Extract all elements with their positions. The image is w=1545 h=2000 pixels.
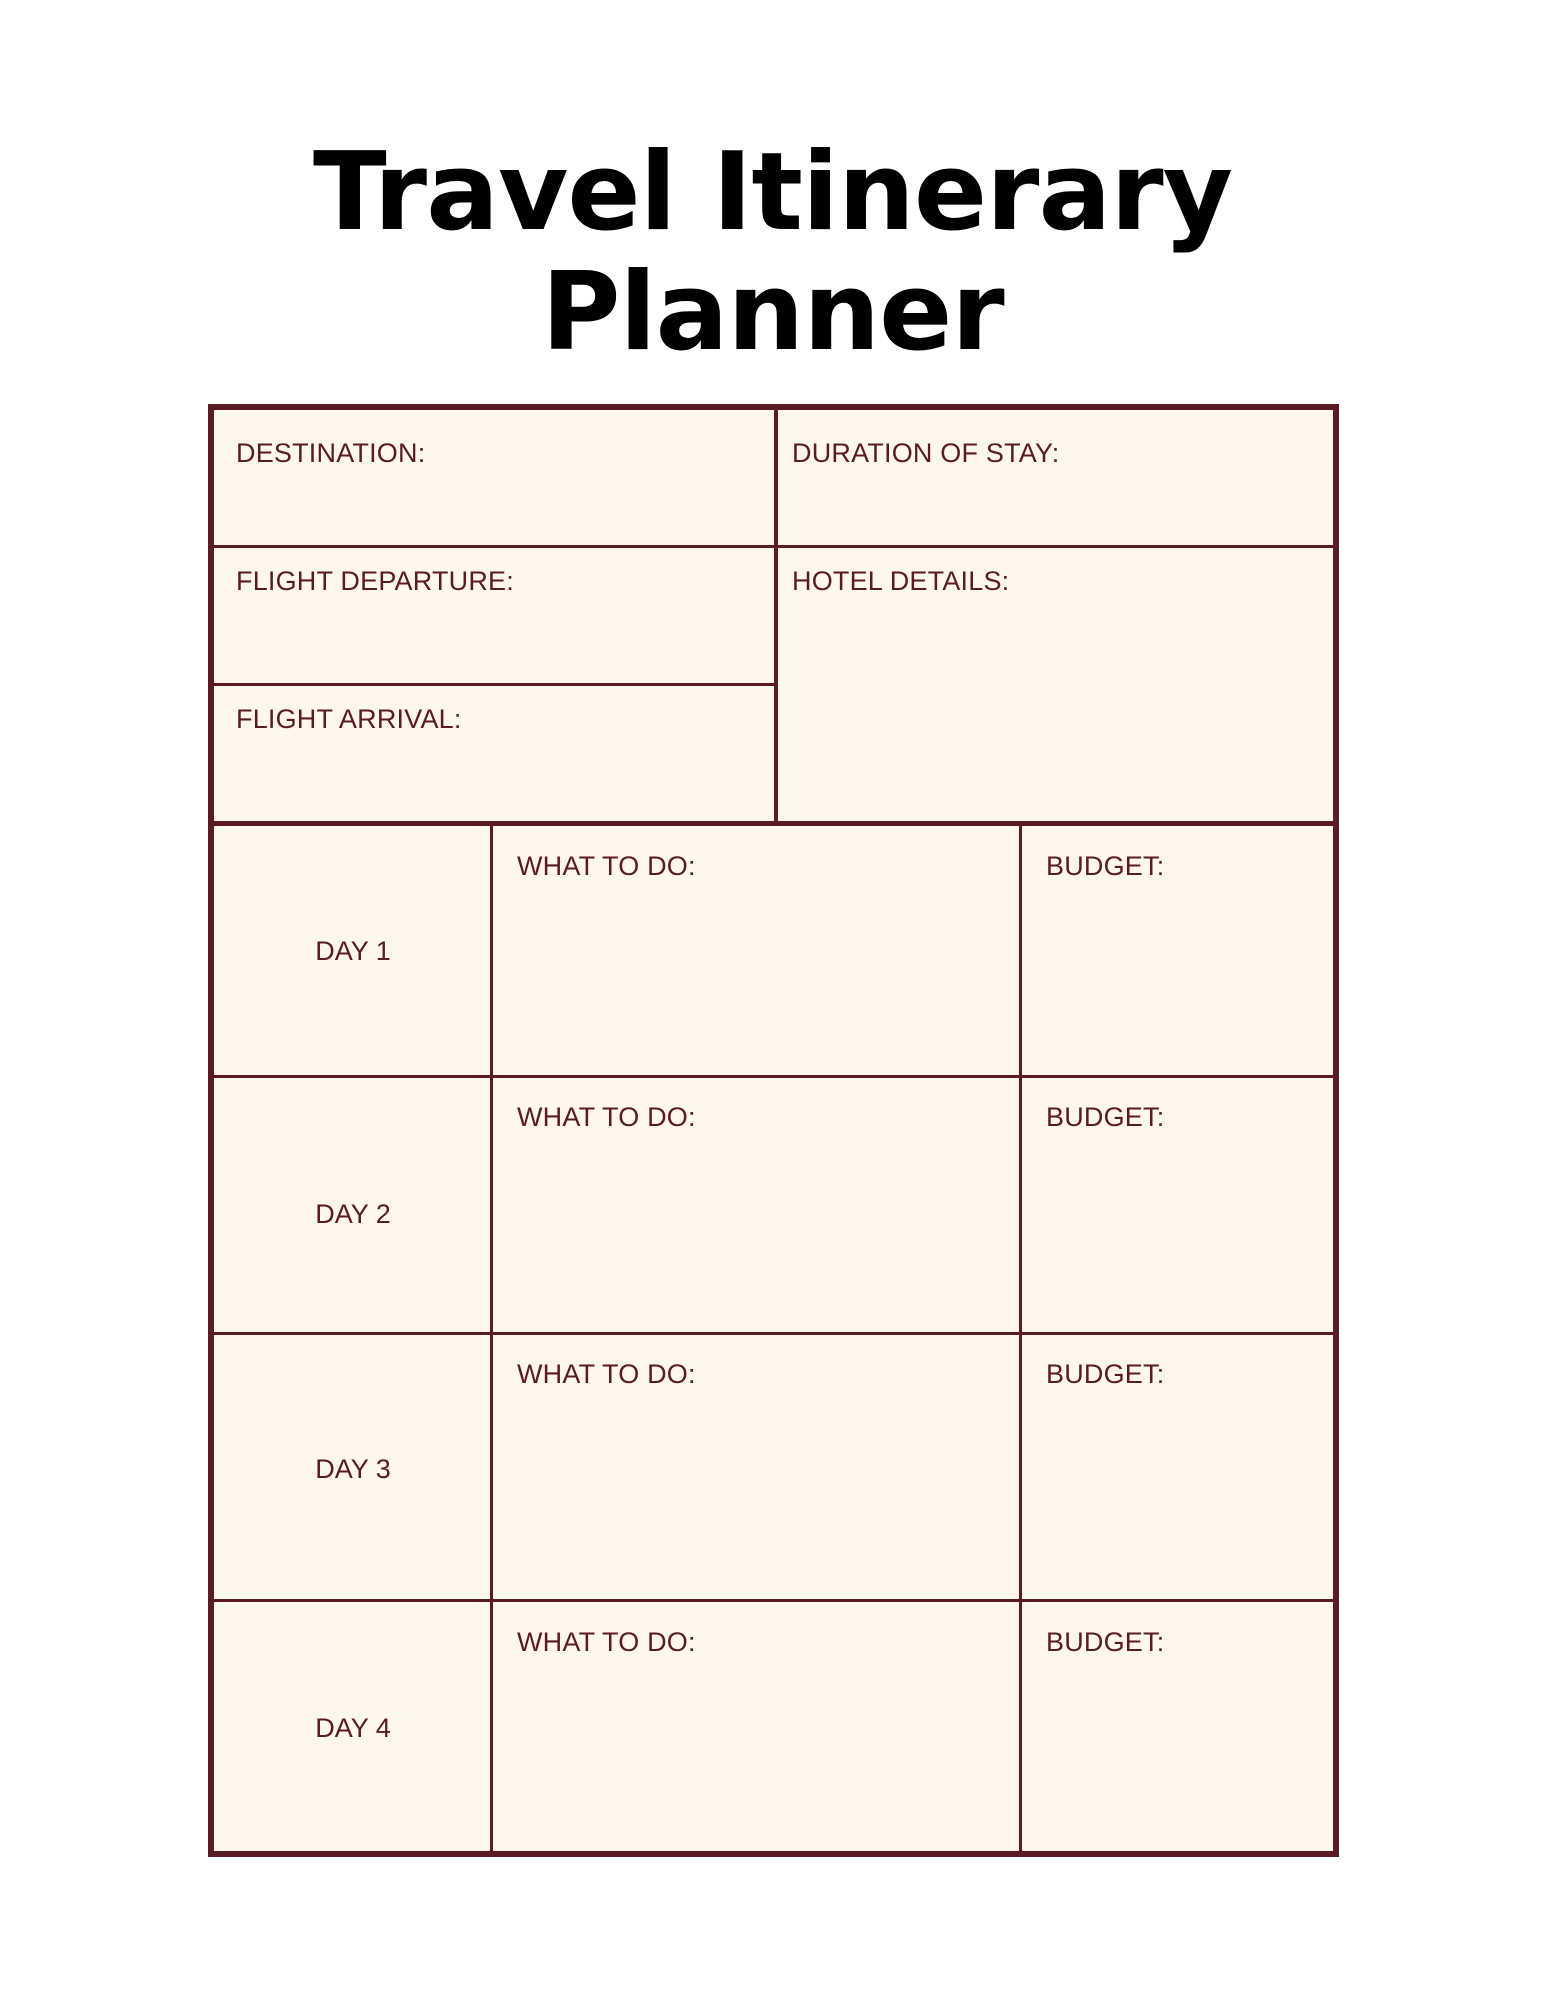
day-3-what-to-do-label: WHAT TO DO:: [517, 1359, 696, 1389]
day-1-what-to-do-label: WHAT TO DO:: [517, 851, 696, 881]
day-1-label: DAY 1: [315, 936, 391, 966]
day-3-budget-label: BUDGET:: [1046, 1359, 1165, 1389]
duration-of-stay-label: DURATION OF STAY:: [792, 438, 1060, 468]
day-4-label: DAY 4: [315, 1713, 391, 1743]
divider-day-1-2: [214, 1075, 1333, 1078]
day-2-budget-label: BUDGET:: [1046, 1102, 1165, 1132]
hotel-details-label: HOTEL DETAILS:: [792, 566, 1010, 596]
day-3-label: DAY 3: [315, 1454, 391, 1484]
day-4-budget-label: BUDGET:: [1046, 1627, 1165, 1657]
destination-label: DESTINATION:: [236, 438, 426, 468]
day-4-what-to-do-label: WHAT TO DO:: [517, 1627, 696, 1657]
planner-table: [208, 404, 1339, 1857]
divider-top-vertical: [774, 410, 778, 826]
page-title: Travel Itinerary: [313, 130, 1232, 255]
day-2-label: DAY 2: [315, 1199, 391, 1229]
divider-budget-column: [1019, 826, 1022, 1851]
divider-day-3-4: [214, 1599, 1333, 1602]
page-title-line-2: Planner: [541, 250, 1004, 375]
divider-day-column: [490, 826, 493, 1851]
divider-row-2-left: [214, 683, 774, 686]
day-2-what-to-do-label: WHAT TO DO:: [517, 1102, 696, 1132]
divider-header-bottom: [214, 821, 1333, 826]
divider-row-1: [214, 545, 1333, 548]
divider-day-2-3: [214, 1332, 1333, 1335]
day-1-budget-label: BUDGET:: [1046, 851, 1165, 881]
flight-arrival-label: FLIGHT ARRIVAL:: [236, 704, 462, 734]
flight-departure-label: FLIGHT DEPARTURE:: [236, 566, 514, 596]
